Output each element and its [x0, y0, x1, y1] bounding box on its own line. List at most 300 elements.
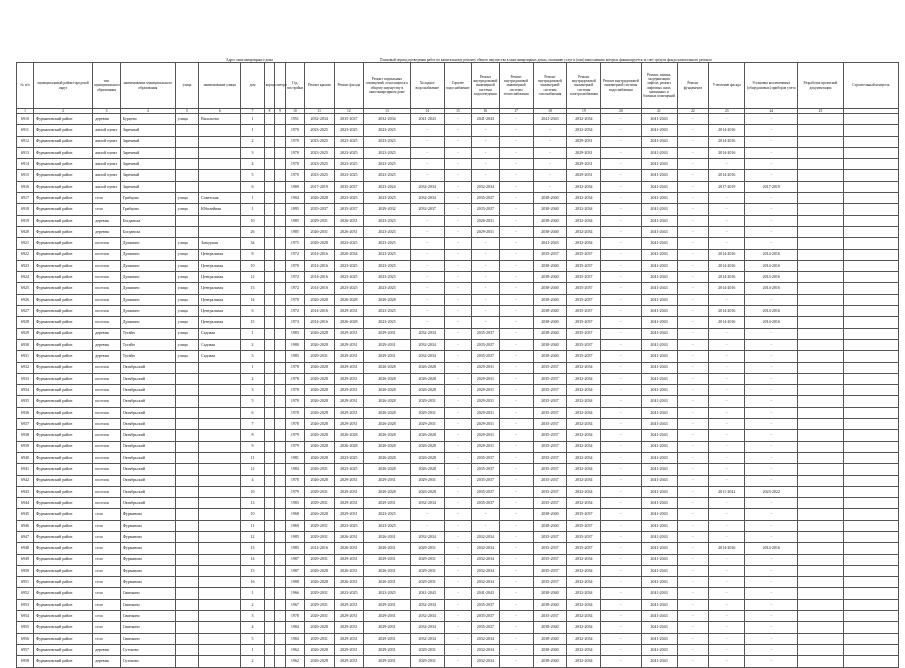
work-period-cell: 2026-2028 [410, 452, 444, 463]
address-group-title: Адрес многоквартирного дома [226, 58, 273, 62]
work-period-cell: 2026-2031 [334, 565, 364, 576]
row-number-cell: 6933 [17, 373, 34, 384]
work-period-cell: 2041-2043 [641, 159, 677, 170]
work-period-cell: - [499, 644, 533, 655]
korpus-cell [264, 622, 275, 633]
work-period-cell: 2026-2028 [304, 577, 334, 588]
korpus-cell [264, 419, 275, 430]
settlement-name-cell: Богданиха [120, 226, 175, 237]
work-period-cell: - [677, 543, 709, 554]
work-period-cell [843, 159, 898, 170]
district-cell: Фурмановский район [33, 317, 92, 328]
work-period-cell: - [472, 238, 500, 249]
settlement-type-cell: деревня [93, 339, 121, 350]
letter-cell [275, 238, 286, 249]
work-period-cell: 2035-2037 [533, 498, 567, 509]
col-meters: Установка коллективных (общедомовых) приборов учета [745, 63, 798, 109]
work-period-cell: - [601, 125, 641, 136]
street-type-cell [175, 599, 198, 610]
row-number-cell: 6946 [17, 520, 34, 531]
work-period-cell [843, 238, 898, 249]
work-period-cell: 2038-2040 [533, 656, 567, 667]
row-number-cell: 6914 [17, 159, 34, 170]
korpus-cell [264, 588, 275, 599]
work-period-cell: 2041-2043 [641, 351, 677, 362]
street-type-cell [175, 577, 198, 588]
work-period-cell: 2014-2016 [709, 543, 745, 554]
work-period-cell [843, 294, 898, 305]
work-period-cell [798, 498, 844, 509]
street-type-cell [175, 396, 198, 407]
house-cell: 12 [241, 464, 264, 475]
work-period-cell: - [745, 577, 798, 588]
work-period-cell [798, 215, 844, 226]
work-period-cell: 2032-2034 [567, 498, 601, 509]
settlement-name-cell: Фурманово [120, 531, 175, 542]
settlement-type-cell: поселок [93, 283, 121, 294]
work-period-cell: 2014-2016 [745, 272, 798, 283]
work-period-cell: 2029-2031 [364, 599, 411, 610]
table-row [17, 238, 899, 249]
work-period-cell: 2020-2034 [334, 249, 364, 260]
year-built-cell: 1978 [285, 611, 304, 622]
korpus-cell [264, 238, 275, 249]
work-period-cell: 2029-2031 [364, 498, 411, 509]
column-number-cell: 17 [499, 109, 533, 114]
work-period-cell: 2035-2037 [533, 554, 567, 565]
column-number-cell: 10 [285, 109, 304, 114]
work-period-cell: - [444, 486, 472, 497]
work-period-cell: - [444, 498, 472, 509]
work-period-cell [798, 136, 844, 147]
work-period-cell: 2029-2031 [304, 599, 334, 610]
col-basement: Ремонт подвальных помещений, относящихся к общему имуществу в многоквартирном доме [364, 63, 411, 109]
work-period-cell: - [709, 226, 745, 237]
work-period-cell: 2029-2031 [304, 486, 334, 497]
work-period-cell: - [499, 193, 533, 204]
work-period-cell: 2014-2016 [709, 170, 745, 181]
work-period-cell: - [601, 486, 641, 497]
work-period-cell: - [745, 373, 798, 384]
district-cell: Фурмановский район [33, 588, 92, 599]
col-gas: Ремонт внутридомовой инженерной системы газоснабжения [533, 63, 567, 109]
work-period-cell: - [677, 419, 709, 430]
letter-cell [275, 633, 286, 644]
house-cell: 2 [241, 136, 264, 147]
table-row [17, 565, 899, 576]
work-period-cell: 2038-2040 [533, 226, 567, 237]
work-period-cell: - [601, 531, 641, 542]
table-header [17, 63, 899, 114]
korpus-cell [264, 181, 275, 192]
col-sewer: Ремонт внутридомовой инженерной системы водоотведения [472, 63, 500, 109]
house-cell: 7 [241, 419, 264, 430]
work-period-cell: - [444, 385, 472, 396]
korpus-cell [264, 577, 275, 588]
settlement-name-cell: Октябрьский [120, 362, 175, 373]
work-period-cell: - [410, 260, 444, 271]
work-period-cell: 2032-2034 [567, 419, 601, 430]
work-period-cell: - [745, 611, 798, 622]
work-period-cell [843, 475, 898, 486]
work-period-cell: 2026-2028 [364, 362, 411, 373]
work-period-cell: 2041-2043 [641, 554, 677, 565]
work-period-cell: 2029-2031 [364, 351, 411, 362]
work-period-cell: - [601, 565, 641, 576]
work-period-cell: 2041-2043 [641, 633, 677, 644]
work-period-cell [798, 486, 844, 497]
house-cell: 2 [241, 373, 264, 384]
street-name-cell: Юбилейная [199, 204, 241, 215]
work-period-cell: 2026-2028 [334, 294, 364, 305]
table-row [17, 136, 899, 147]
work-period-cell: - [533, 136, 567, 147]
work-period-cell: - [677, 373, 709, 384]
work-period-cell: - [472, 260, 500, 271]
settlement-type-cell: жилой пункт [93, 125, 121, 136]
work-period-cell: 2014-2016 [709, 272, 745, 283]
settlement-name-cell: Октябрьский [120, 464, 175, 475]
work-period-cell: - [472, 317, 500, 328]
work-period-cell: - [444, 215, 472, 226]
settlement-type-cell: поселок [93, 464, 121, 475]
work-period-cell: - [444, 644, 472, 655]
street-name-cell [199, 475, 241, 486]
work-period-cell: - [472, 147, 500, 158]
district-cell: Фурмановский район [33, 644, 92, 655]
work-period-cell [843, 339, 898, 350]
korpus-cell [264, 486, 275, 497]
work-period-cell: - [709, 565, 745, 576]
row-number-cell: 6957 [17, 644, 34, 655]
work-period-cell: 2035-2037 [567, 509, 601, 520]
house-cell: 3 [241, 611, 264, 622]
work-period-cell: - [499, 611, 533, 622]
work-period-cell: - [444, 170, 472, 181]
settlement-name-cell: Фурманово [120, 565, 175, 576]
letter-cell [275, 306, 286, 317]
work-period-cell: - [677, 238, 709, 249]
work-period-cell: - [601, 272, 641, 283]
work-period-cell: - [709, 520, 745, 531]
work-period-cell [843, 441, 898, 452]
work-period-cell: 2035-2037 [567, 531, 601, 542]
settlement-name-cell: Дуляпино [120, 238, 175, 249]
letter-cell [275, 204, 286, 215]
house-cell: 13 [241, 498, 264, 509]
year-built-cell: 1988 [285, 577, 304, 588]
korpus-cell [264, 633, 275, 644]
work-period-cell [798, 396, 844, 407]
work-period-cell: - [444, 181, 472, 192]
row-number-cell: 6947 [17, 531, 34, 542]
work-period-cell: 2032-2034 [567, 114, 601, 125]
settlement-type-cell: поселок [93, 294, 121, 305]
work-period-cell: 2026-2028 [304, 644, 334, 655]
street-name-cell [199, 554, 241, 565]
work-period-cell: 2032-2034 [567, 577, 601, 588]
row-number-cell: 6938 [17, 430, 34, 441]
work-period-cell: 2035-2037 [567, 317, 601, 328]
work-period-cell [798, 430, 844, 441]
settlement-type-cell: поселок [93, 407, 121, 418]
work-period-cell: - [444, 441, 472, 452]
work-period-cell: 2029-2031 [334, 599, 364, 610]
col-n: № п/п [17, 63, 34, 109]
row-number-cell: 6916 [17, 181, 34, 192]
work-period-cell: 2035-2037 [472, 475, 500, 486]
district-cell: Фурмановский район [33, 351, 92, 362]
street-name-cell [199, 181, 241, 192]
work-period-cell: 2035-2037 [533, 611, 567, 622]
korpus-cell [264, 611, 275, 622]
letter-cell [275, 147, 286, 158]
letter-cell [275, 373, 286, 384]
work-period-cell [843, 531, 898, 542]
work-period-cell: 2017-2019 [304, 181, 334, 192]
work-period-cell: - [677, 577, 709, 588]
letter-cell [275, 339, 286, 350]
work-period-cell: 2041-2043 [641, 181, 677, 192]
letter-cell [275, 622, 286, 633]
work-period-cell: - [410, 520, 444, 531]
work-period-cell [843, 486, 898, 497]
letter-cell [275, 136, 286, 147]
house-cell: 10 [241, 509, 264, 520]
work-period-cell: - [601, 543, 641, 554]
work-period-cell: 2023-2025 [334, 125, 364, 136]
settlement-type-cell: деревня [93, 328, 121, 339]
work-period-cell: 2029-2031 [472, 396, 500, 407]
district-cell: Фурмановский район [33, 260, 92, 271]
year-built-cell: 1984 [285, 622, 304, 633]
settlement-name-cell: Сутоково [120, 644, 175, 655]
work-period-cell: 2035-2037 [472, 351, 500, 362]
work-period-cell: 2029-2031 [567, 136, 601, 147]
settlement-name-cell: Грибцово [120, 193, 175, 204]
table-row [17, 114, 899, 125]
work-period-cell: - [444, 622, 472, 633]
table-row [17, 611, 899, 622]
settlement-type-cell: поселок [93, 498, 121, 509]
work-period-cell: 2038-2040 [533, 520, 567, 531]
settlement-type-cell: деревня [93, 656, 121, 667]
work-period-cell: - [745, 385, 798, 396]
work-period-cell: 2035-2037 [472, 204, 500, 215]
work-period-cell: - [677, 294, 709, 305]
work-period-cell: - [444, 611, 472, 622]
work-period-cell: - [499, 159, 533, 170]
column-number-cell: 8 [264, 109, 275, 114]
settlement-type-cell: поселок [93, 362, 121, 373]
work-period-cell: 2023-2025 [364, 125, 411, 136]
work-period-cell: 2023-2025 [364, 238, 411, 249]
work-period-cell: 2029-2031 [410, 419, 444, 430]
table-row [17, 272, 899, 283]
table-row [17, 362, 899, 373]
settlement-type-cell: поселок [93, 385, 121, 396]
settlement-name-cell: Заречный [120, 125, 175, 136]
year-built-cell: 1969 [285, 520, 304, 531]
settlement-type-cell: село [93, 531, 121, 542]
work-period-cell: - [709, 509, 745, 520]
work-period-cell: - [677, 452, 709, 463]
work-period-cell: - [745, 475, 798, 486]
house-cell: 34 [241, 238, 264, 249]
work-period-cell: 2026-2028 [364, 441, 411, 452]
work-period-cell: 2038-2040 [533, 204, 567, 215]
work-period-cell: 2026-2028 [410, 385, 444, 396]
table-row [17, 396, 899, 407]
work-period-cell: - [601, 396, 641, 407]
work-period-cell: 2014-2016 [304, 306, 334, 317]
table-row [17, 554, 899, 565]
row-number-cell: 6949 [17, 554, 34, 565]
work-period-cell: 2032-2034 [567, 656, 601, 667]
work-period-cell: 2041-2043 [533, 114, 567, 125]
district-cell: Фурмановский район [33, 306, 92, 317]
work-period-cell [798, 249, 844, 260]
work-period-cell [798, 509, 844, 520]
work-period-cell: 2041-2043 [641, 249, 677, 260]
work-period-cell: - [499, 249, 533, 260]
work-period-cell: 2026-2028 [304, 430, 334, 441]
year-built-cell: 1980 [285, 339, 304, 350]
work-period-cell [798, 419, 844, 430]
work-period-cell: 2029-2031 [410, 565, 444, 576]
work-period-cell: 2032-2034 [472, 565, 500, 576]
table-row [17, 407, 899, 418]
work-period-cell: - [601, 136, 641, 147]
work-period-cell: 2029-2031 [364, 339, 411, 350]
work-period-cell [843, 509, 898, 520]
work-period-cell: 2029-2031 [334, 396, 364, 407]
column-number-cell: 21 [641, 109, 677, 114]
work-period-cell: 2041-2043 [641, 520, 677, 531]
work-period-cell: 2023-2025 [364, 170, 411, 181]
district-cell: Фурмановский район [33, 147, 92, 158]
work-period-cell [798, 170, 844, 181]
work-period-cell: - [444, 204, 472, 215]
house-cell: 1 [241, 125, 264, 136]
settlement-name-cell: Октябрьский [120, 486, 175, 497]
work-period-cell: 2041-2043 [641, 373, 677, 384]
work-period-cell: 2029-2031 [334, 306, 364, 317]
work-period-cell: 2026-2031 [334, 543, 364, 554]
row-number-cell: 6912 [17, 136, 34, 147]
work-period-cell: 2026-2028 [334, 430, 364, 441]
letter-cell [275, 351, 286, 362]
work-period-cell: 2038-2040 [533, 317, 567, 328]
settlement-type-cell: поселок [93, 486, 121, 497]
year-built-cell: 1970 [285, 170, 304, 181]
work-period-cell: 2014-2016 [304, 283, 334, 294]
work-period-cell: - [444, 565, 472, 576]
work-period-cell: - [499, 407, 533, 418]
work-period-cell: 2011-2022 [709, 486, 745, 497]
work-period-cell: 2035-2037 [472, 328, 500, 339]
col-street-type: улица [175, 63, 198, 109]
korpus-cell [264, 464, 275, 475]
work-period-cell: - [745, 464, 798, 475]
work-period-cell: 2041-2043 [641, 215, 677, 226]
street-name-cell [199, 407, 241, 418]
work-period-cell: 2041-2043 [641, 396, 677, 407]
work-period-cell: 2035-2037 [533, 362, 567, 373]
year-built-cell: 1895 [285, 204, 304, 215]
row-number-cell: 6928 [17, 317, 34, 328]
work-period-cell: - [709, 238, 745, 249]
row-number-cell: 6920 [17, 226, 34, 237]
work-period-cell: - [499, 656, 533, 667]
korpus-cell [264, 249, 275, 260]
street-type-cell [175, 588, 198, 599]
house-cell: 2 [241, 339, 264, 350]
district-cell: Фурмановский район [33, 159, 92, 170]
work-period-cell: - [601, 260, 641, 271]
work-period-cell [843, 464, 898, 475]
work-period-cell: - [533, 170, 567, 181]
year-built-cell: 1970 [285, 147, 304, 158]
row-number-cell: 6954 [17, 611, 34, 622]
work-period-cell: 2032-2034 [472, 543, 500, 554]
work-period-cell: 2038-2040 [533, 215, 567, 226]
work-period-cell [843, 328, 898, 339]
table-row [17, 633, 899, 644]
year-built-cell: 1987 [285, 565, 304, 576]
street-type-cell [175, 226, 198, 237]
work-period-cell: - [745, 644, 798, 655]
work-period-cell: - [601, 283, 641, 294]
street-name-cell [199, 136, 241, 147]
work-period-cell: - [499, 272, 533, 283]
street-name-cell: Центральная [199, 260, 241, 271]
row-number-cell: 6926 [17, 294, 34, 305]
street-name-cell [199, 531, 241, 542]
work-period-cell: - [601, 430, 641, 441]
year-built-cell: 1970 [285, 294, 304, 305]
work-period-cell: 2029-2031 [410, 543, 444, 554]
korpus-cell [264, 396, 275, 407]
work-period-cell: - [677, 306, 709, 317]
work-period-cell: 2041-2043 [641, 170, 677, 181]
table-row [17, 486, 899, 497]
col-house: дом [241, 63, 264, 109]
work-period-cell: 2032-2034 [472, 181, 500, 192]
work-period-cell: 2029-2031 [334, 644, 364, 655]
letter-cell [275, 498, 286, 509]
work-period-cell: 2035-2037 [533, 249, 567, 260]
work-period-cell: 2029-2031 [472, 226, 500, 237]
work-period-cell: - [677, 498, 709, 509]
year-built-cell: 1904 [285, 193, 304, 204]
work-period-cell: - [499, 396, 533, 407]
col-korpus: корпус [264, 63, 275, 109]
work-period-cell: 2032-2037 [410, 204, 444, 215]
settlement-name-cell: Дуляпино [120, 249, 175, 260]
work-period-cell: 2035-2037 [567, 520, 601, 531]
work-period-cell: 2029-2031 [472, 419, 500, 430]
street-type-cell [175, 452, 198, 463]
work-period-cell: - [444, 147, 472, 158]
work-period-cell: 2029-2031 [334, 611, 364, 622]
street-name-cell: Садовая [199, 339, 241, 350]
street-type-cell: улица [175, 249, 198, 260]
street-name-cell: Советская [199, 193, 241, 204]
work-period-cell: - [444, 475, 472, 486]
work-period-cell: - [745, 339, 798, 350]
work-period-cell: - [745, 599, 798, 610]
